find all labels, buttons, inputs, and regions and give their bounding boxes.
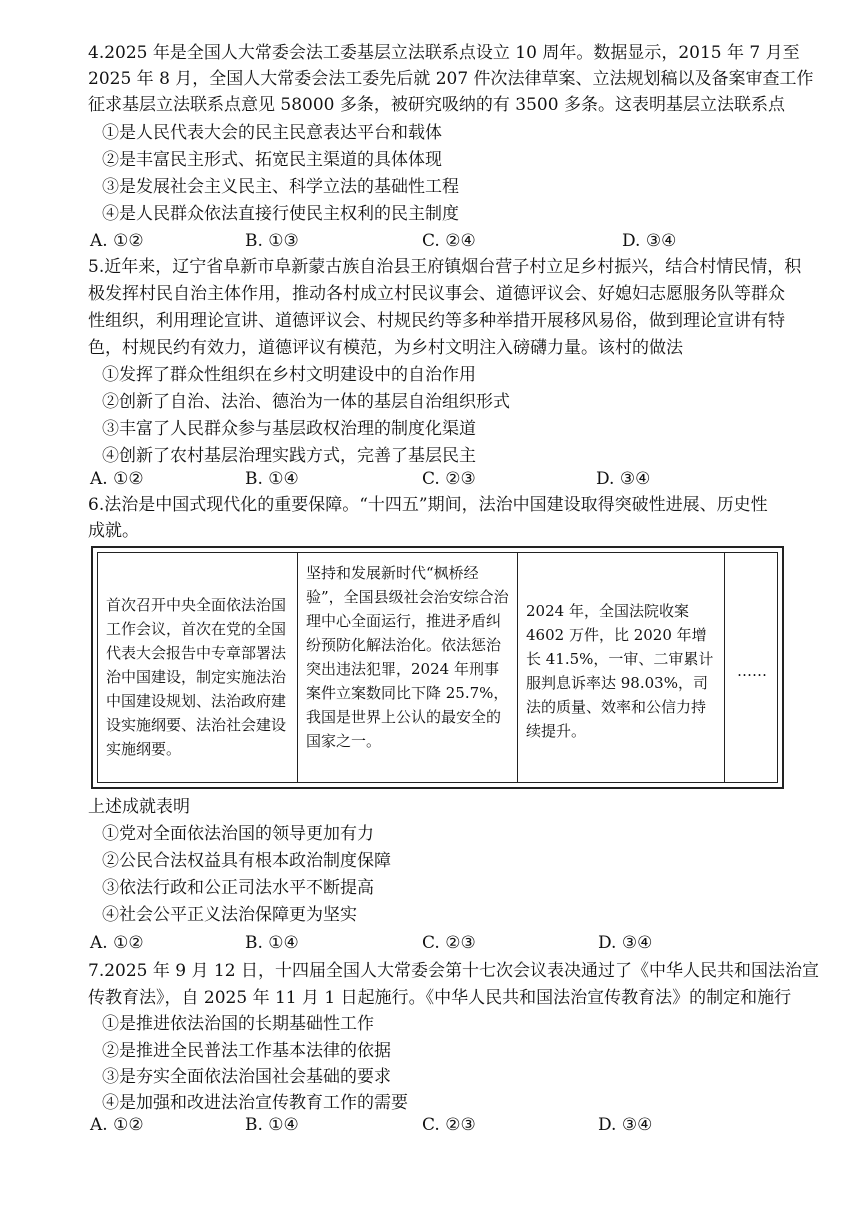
q4-stem-line-3: 征求基层立法联系点意见 58000 多条，被研究吸纳的有 3500 多条。这表明基层立法联系点 (88, 95, 785, 115)
q6-stem-line-1: 6.法治是中国式现代化的重要保障。“十四五”期间，法治中国建设取得突破性进展、历史性 (88, 495, 768, 515)
q7-choice-d[interactable]: D. ③④ (598, 1115, 653, 1135)
q7-stem-line-1: 7.2025 年 9 月 12 日，十四届全国人大常委会第十七次会议表决通过了《中华人民共和国法治宣 (88, 961, 819, 981)
q4-option-4: ④是人民群众依法直接行使民主权利的民主制度 (102, 204, 459, 224)
table-cell-2: 坚持和发展新时代“枫桥经验”，全国县级社会治安综合治理中心全面运行，推进矛盾纠纷预防化解法治化。依法惩治突出违法犯罪，2024 年刑事案件立案数同比下降 25.7%，我国是世界上公认的最安全的国家之一。 (298, 553, 518, 782)
q4-choice-b[interactable]: B. ①③ (245, 231, 299, 251)
q6-lead: 上述成就表明 (88, 797, 190, 817)
q6-stem-line-2: 成就。 (88, 521, 139, 541)
q5-option-4: ④创新了农村基层治理实践方式，完善了基层民主 (102, 446, 476, 466)
achievements-table (91, 546, 784, 789)
q7-stem-line-2: 传教育法》，自 2025 年 11 月 1 日起施行。《中华人民共和国法治宣传教育法》的制定和施行 (88, 988, 792, 1008)
q7-option-3: ③是夯实全面依法治国社会基础的要求 (102, 1067, 391, 1087)
q5-option-1: ①发挥了群众性组织在乡村文明建设中的自治作用 (102, 365, 476, 385)
q4-stem-line-2: 2025 年 8 月，全国人大常委会法工委先后就 207 件次法律草案、立法规划稿以及备案审查工作 (88, 69, 814, 89)
q6-choice-b[interactable]: B. ①④ (245, 933, 299, 953)
q4-option-3: ③是发展社会主义民主、科学立法的基础性工程 (102, 177, 459, 197)
q4-stem-line-1: 4.2025 年是全国人大常委会法工委基层立法联系点设立 10 周年。数据显示，2015 年 7 月至 (88, 43, 800, 63)
q5-choice-a[interactable]: A. ①② (90, 469, 144, 489)
q7-choice-a[interactable]: A. ①② (90, 1115, 144, 1135)
q5-option-3: ③丰富了人民群众参与基层政权治理的制度化渠道 (102, 419, 476, 439)
q7-choice-b[interactable]: B. ①④ (245, 1115, 299, 1135)
table-cell-3: 2024 年，全国法院收案 4602 万件，比 2020 年增长 41.5%，一审、二审累计服判息诉率达 98.03%，司法的质量、效率和公信力持续提升。 (518, 553, 725, 782)
q6-option-3: ③依法行政和公正司法水平不断提高 (102, 878, 374, 898)
table-cell-ellipsis: …… (737, 661, 767, 680)
q5-stem-line-4: 色，村规民约有效力，道德评议有模范，为乡村文明注入磅礴力量。该村的做法 (88, 338, 683, 358)
q6-option-4: ④社会公平正义法治保障更为坚实 (102, 905, 357, 925)
q6-option-2: ②公民合法权益具有根本政治制度保障 (102, 851, 391, 871)
q5-choice-b[interactable]: B. ①④ (245, 469, 299, 489)
q6-option-1: ①党对全面依法治国的领导更加有力 (102, 824, 374, 844)
q4-option-1: ①是人民代表大会的民主民意表达平台和载体 (102, 123, 442, 143)
q5-choice-c[interactable]: C. ②③ (422, 469, 476, 489)
q6-choice-c[interactable]: C. ②③ (422, 933, 476, 953)
q5-option-2: ②创新了自治、法治、德治为一体的基层自治组织形式 (102, 392, 510, 412)
q5-stem-line-3: 性组织，利用理论宣讲、道德评议会、村规民约等多种举措开展移风易俗，做到理论宣讲有特 (88, 311, 785, 331)
q5-stem-line-1: 5.近年来，辽宁省阜新市阜新蒙古族自治县王府镇烟台营子村立足乡村振兴，结合村情民情，积 (88, 257, 802, 277)
q5-choice-d[interactable]: D. ③④ (596, 469, 651, 489)
q4-option-2: ②是丰富民主形式、拓宽民主渠道的具体体现 (102, 150, 442, 170)
q6-choice-d[interactable]: D. ③④ (598, 933, 653, 953)
q5-stem-line-2: 极发挥村民自治主体作用，推动各村成立村民议事会、道德评议会、好媳妇志愿服务队等群众 (88, 284, 785, 304)
q4-choice-d[interactable]: D. ③④ (622, 231, 677, 251)
q4-choice-a[interactable]: A. ①② (90, 231, 144, 251)
q7-option-1: ①是推进依法治国的长期基础性工作 (102, 1014, 374, 1034)
q4-choice-c[interactable]: C. ②④ (422, 231, 476, 251)
q7-choice-c[interactable]: C. ②③ (422, 1115, 476, 1135)
table-cell-1: 首次召开中央全面依法治国工作会议，首次在党的全国代表大会报告中专章部署法治中国建设，制定实施法治中国建设规划、法治政府建设实施纲要、法治社会建设实施纲要。 (98, 553, 298, 782)
q6-choice-a[interactable]: A. ①② (90, 933, 144, 953)
q7-option-4: ④是加强和改进法治宣传教育工作的需要 (102, 1093, 408, 1113)
q7-option-2: ②是推进全民普法工作基本法律的依据 (102, 1041, 391, 1061)
